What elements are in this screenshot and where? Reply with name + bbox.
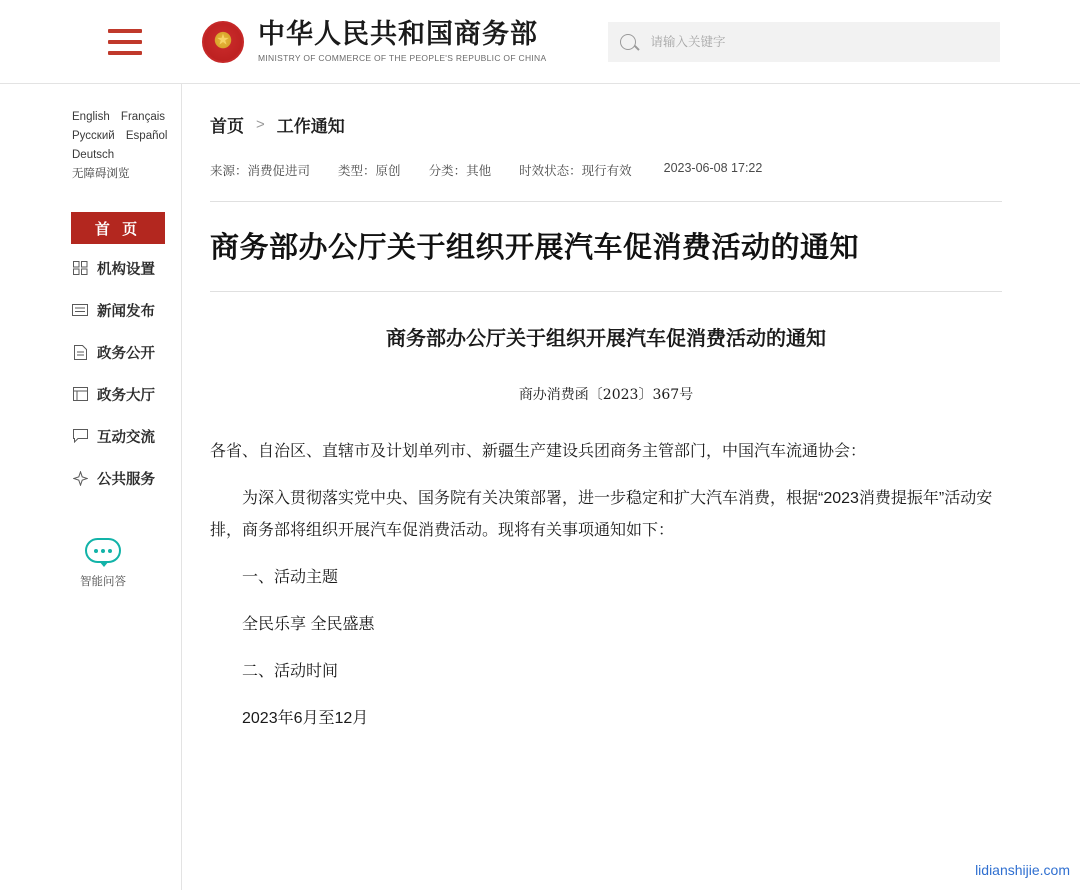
meta-source-label: 来源： (210, 164, 248, 178)
language-row (72, 127, 181, 146)
article-paragraph: 为深入贯彻落实党中央、国务院有关决策部署，进一步稳定和扩大汽车消费，根据“2023消费提振年”活动安排，商务部将组织开展汽车促消费活动。现将有关事项通知如下： (210, 489, 993, 540)
meta-source (210, 161, 310, 179)
chatbot-label: 智能问答 (80, 576, 126, 588)
meta-validity (519, 161, 632, 179)
sidebar-item-home[interactable]: 首 页 (71, 212, 165, 244)
breadcrumb-current: 工作通知 (276, 117, 345, 136)
site-header (0, 0, 1080, 84)
sidebar-item-organization[interactable] (72, 250, 181, 286)
site-brand[interactable] (258, 20, 546, 63)
chatbot-widget[interactable] (0, 538, 181, 589)
sidebar-item-interaction[interactable] (72, 418, 181, 454)
meta-type-value: 原创 (375, 164, 401, 178)
article-section-heading: 一、活动主题 (242, 569, 339, 587)
sidebar-item-label: 公共服务 (97, 471, 155, 488)
breadcrumb (210, 84, 1002, 137)
breadcrumb-separator: > (256, 116, 265, 133)
brand-title-en: MINISTRY OF COMMERCE OF THE PEOPLE'S REPUBLIC OF CHINA (258, 52, 547, 63)
sidebar-item-news[interactable] (72, 292, 181, 328)
meta-category (429, 161, 492, 179)
lang-english[interactable]: English (72, 111, 110, 123)
language-row (72, 108, 181, 127)
hamburger-bar (108, 40, 142, 44)
meta-source-value: 消费促进司 (247, 164, 311, 178)
search-icon (620, 34, 636, 50)
dot (94, 549, 98, 553)
article-center-title: 商务部办公厅关于组织开展汽车促消费活动的通知 (386, 326, 826, 351)
sidebar-item-service-hall[interactable] (72, 376, 181, 412)
language-row (72, 146, 181, 165)
search-box[interactable] (608, 22, 1000, 62)
article-body (210, 318, 1002, 735)
document-icon (72, 345, 88, 360)
search-input[interactable] (648, 34, 988, 50)
sidebar-item-label: 互动交流 (97, 429, 155, 446)
title-divider (210, 291, 1002, 292)
lang-espanol[interactable]: Español (125, 130, 168, 142)
meta-validity-value: 现行有效 (581, 164, 632, 178)
chat-bubble-icon[interactable] (85, 538, 121, 563)
main-content (182, 84, 1080, 890)
hamburger-icon[interactable] (108, 29, 142, 55)
article-paragraph: 各省、自治区、直辖市及计划单列市、新疆生产建设兵团商务主管部门，中国汽车流通协会： (210, 442, 867, 460)
hamburger-bar (108, 51, 142, 55)
meta-type-label: 类型： (338, 164, 376, 178)
hall-icon (72, 387, 88, 402)
sidebar-item-label: 政务公开 (97, 345, 155, 362)
dot (101, 549, 105, 553)
language-switcher (0, 108, 181, 184)
national-emblem-icon (202, 21, 244, 63)
article-paragraph: 2023年6月至12月 (242, 709, 369, 727)
accessibility-link[interactable]: 无障碍浏览 (72, 168, 130, 180)
body-wrapper (0, 84, 1080, 890)
page-title: 商务部办公厅关于组织开展汽车促消费活动的通知 (210, 230, 860, 264)
news-icon (72, 303, 88, 318)
meta-category-label: 分类： (428, 164, 467, 178)
article-paragraph: 全民乐享 全民盛惠 (242, 616, 375, 634)
article-section-heading: 二、活动时间 (242, 662, 339, 680)
breadcrumb-home[interactable]: 首页 (210, 117, 244, 136)
meta-divider (210, 201, 1002, 202)
sidebar (0, 84, 182, 890)
article-doc-number: 商办消费函〔2023〕367号 (518, 387, 694, 404)
meta-validity-label: 时效状态： (519, 164, 582, 178)
sidebar-item-label: 机构设置 (97, 261, 155, 278)
language-row (72, 165, 181, 184)
lang-russian[interactable]: Русский (72, 130, 115, 142)
service-icon (72, 471, 88, 486)
brand-title-cn: 中华人民共和国商务部 (258, 19, 538, 51)
sidebar-item-government-disclosure[interactable] (72, 334, 181, 370)
lang-deutsch[interactable]: Deutsch (72, 149, 115, 161)
sidebar-item-public-service[interactable] (72, 460, 181, 496)
hamburger-bar (108, 29, 142, 33)
meta-type (338, 161, 401, 179)
sidebar-item-label: 新闻发布 (97, 303, 155, 320)
sidebar-nav (0, 212, 181, 496)
dot (108, 549, 112, 553)
watermark: lidianshijie.com (975, 862, 1070, 878)
sidebar-item-label: 政务大厅 (97, 387, 155, 404)
meta-date: 2023-06-08 17:22 (663, 161, 763, 175)
article-meta (210, 161, 1002, 179)
chat-icon (72, 429, 88, 444)
lang-francais[interactable]: Français (120, 111, 166, 123)
meta-category-value: 其他 (466, 164, 492, 178)
grid-icon (72, 261, 88, 276)
